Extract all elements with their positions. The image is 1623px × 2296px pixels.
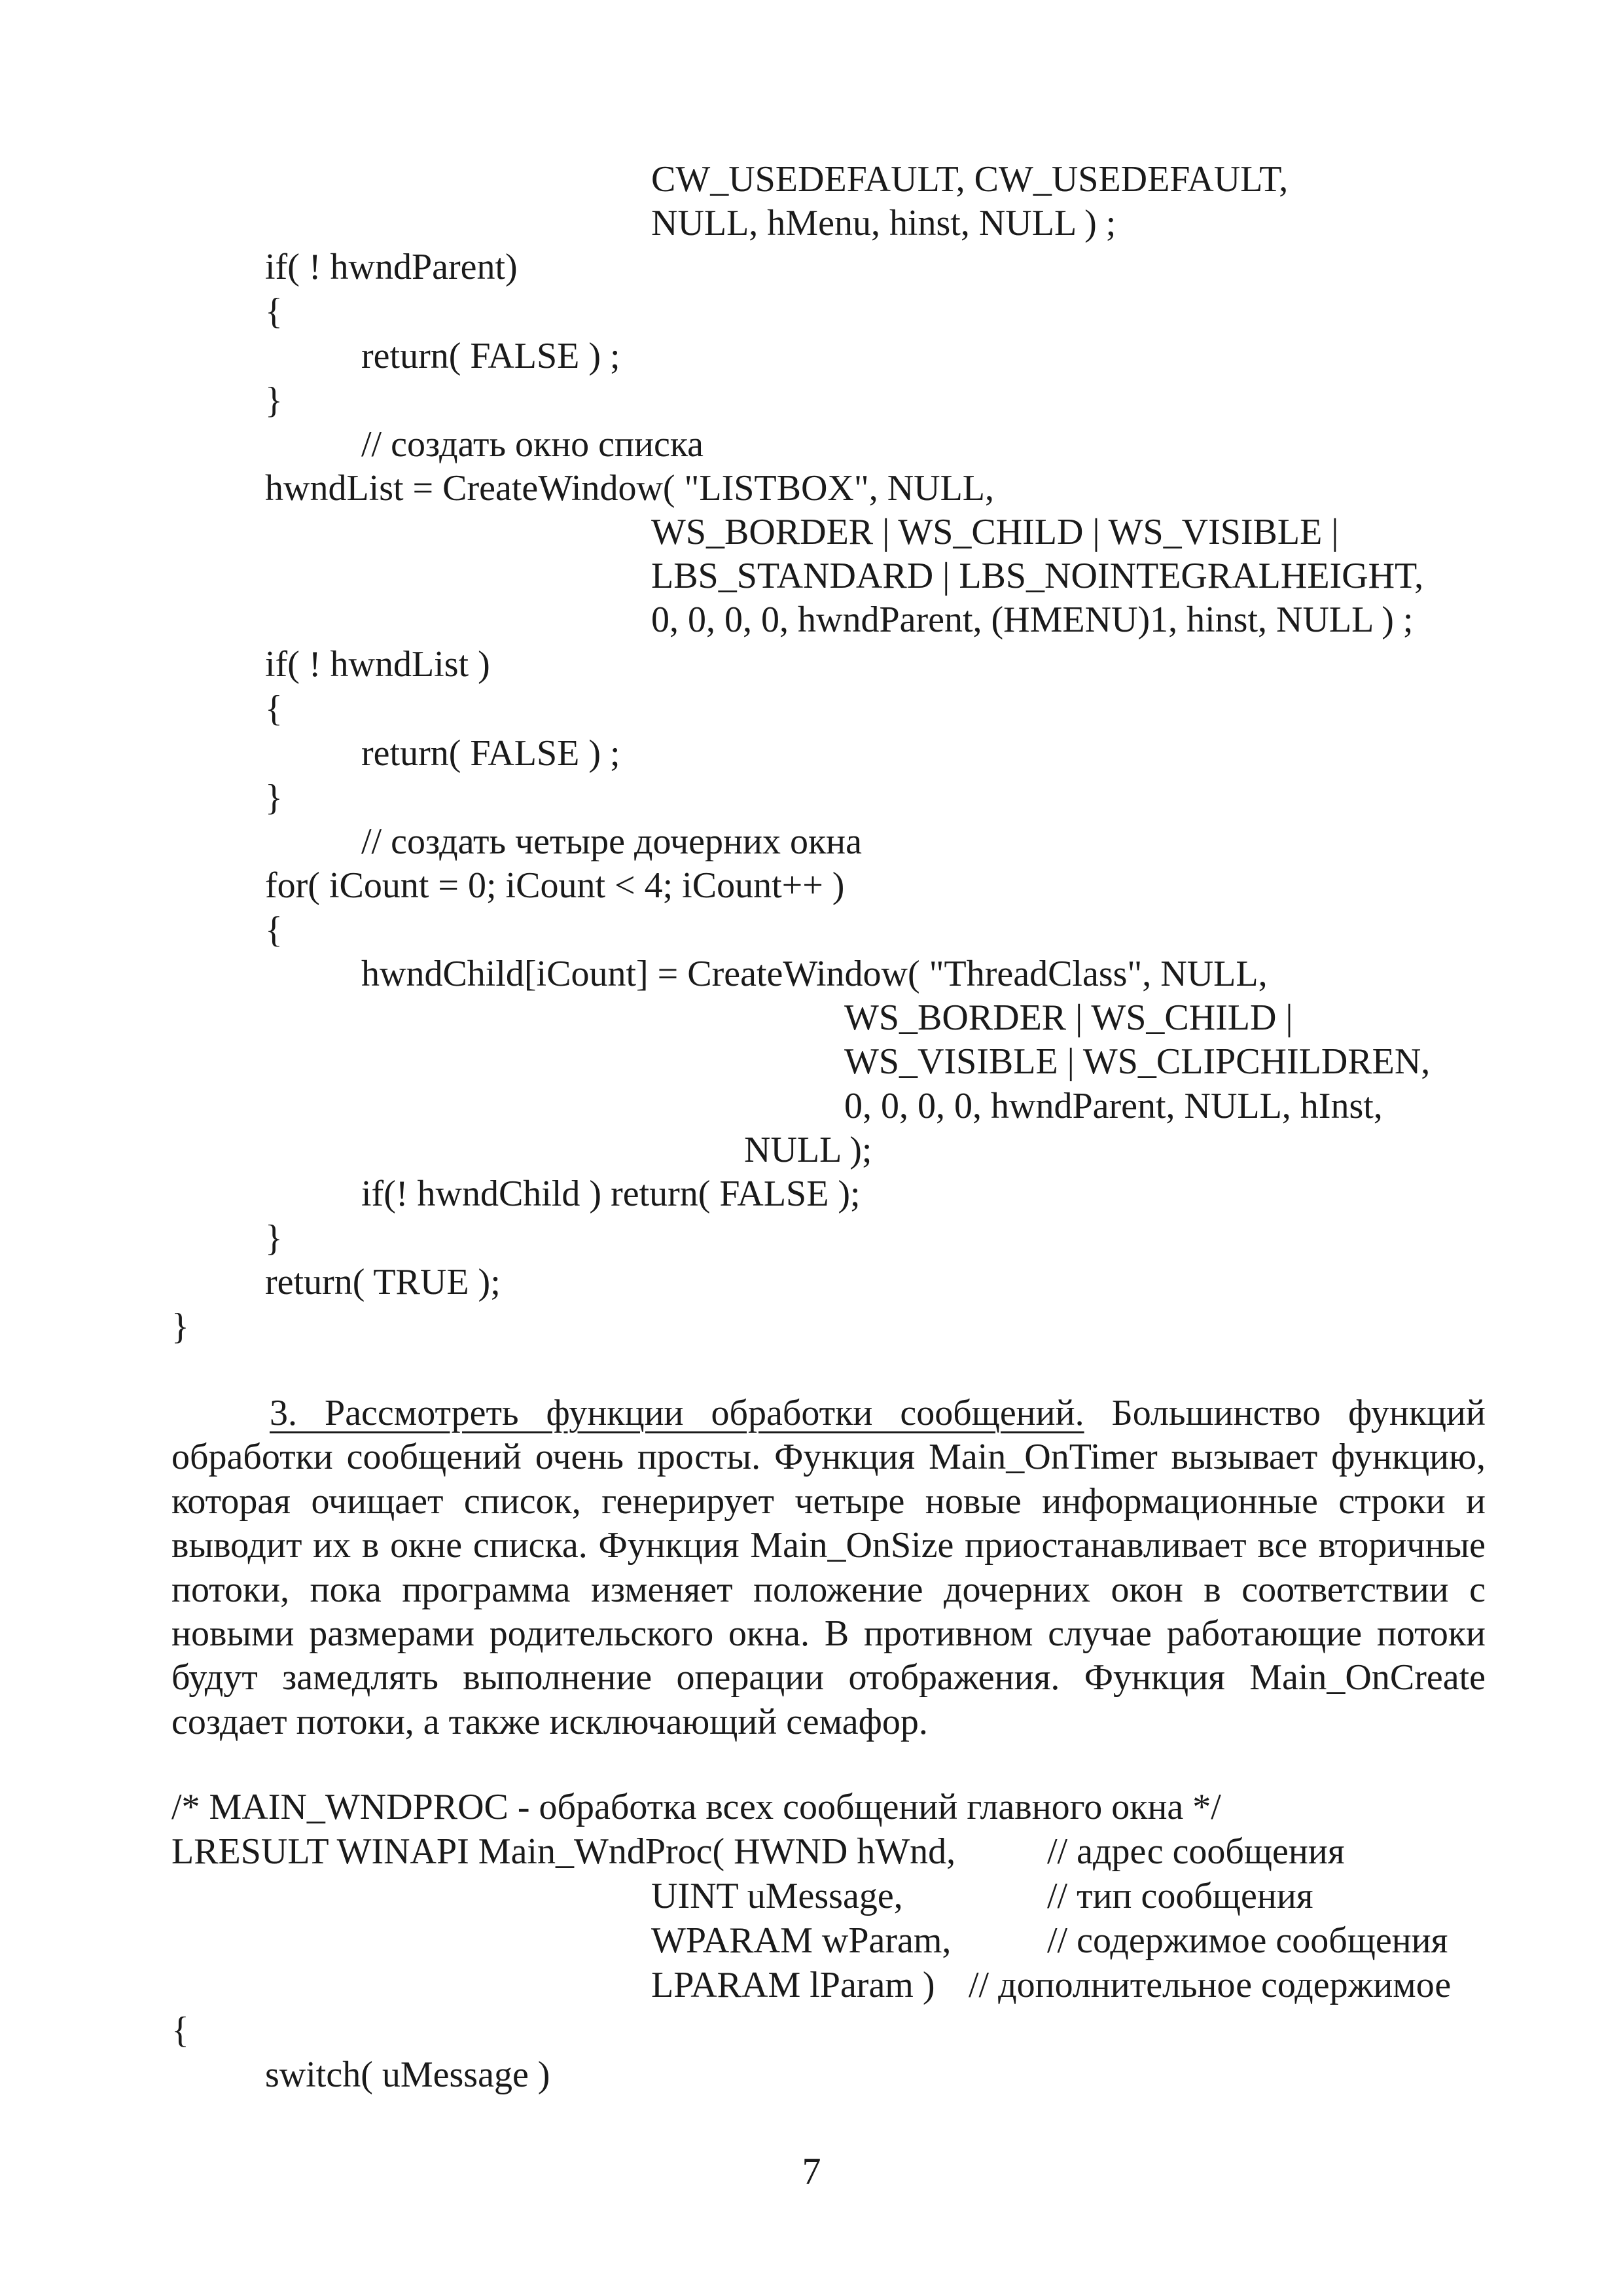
body-paragraph xyxy=(171,1391,1486,1744)
code-comment: // создать четыре дочерних окна xyxy=(361,821,862,862)
code-line: NULL, hMenu, hinst, NULL ) ; xyxy=(651,203,1116,243)
code-line: } xyxy=(171,1306,189,1347)
code-line: { xyxy=(265,689,283,729)
code-line: } xyxy=(265,778,283,818)
code-comment: // адрес сообщения xyxy=(1047,1831,1345,1872)
code-line: } xyxy=(265,380,283,421)
code-line: for( iCount = 0; iCount < 4; iCount++ ) xyxy=(265,865,845,906)
code-line: 0, 0, 0, 0, hwndParent, NULL, hInst, xyxy=(844,1086,1383,1126)
code-line: { xyxy=(171,2010,189,2051)
section-heading: 3. Рассмотреть функции обработки сообщений. xyxy=(270,1393,1084,1433)
code-line: { xyxy=(265,910,283,950)
code-line: NULL ); xyxy=(744,1130,872,1170)
code-line: WS_BORDER | WS_CHILD | xyxy=(844,997,1293,1038)
code-line: LBS_STANDARD | LBS_NOINTEGRALHEIGHT, xyxy=(651,556,1424,596)
code-line: return( FALSE ) ; xyxy=(361,336,620,376)
code-line: hwndList = CreateWindow( "LISTBOX", NULL, xyxy=(265,468,994,509)
code-comment: // создать окно списка xyxy=(361,424,704,465)
paragraph-text: Большинство функций обработки сообщений очень просты. Функция Main_OnTimer вызывает функцию, которая очищает список, генерирует четыре новые информационные строки и выводит их в окне списка. Функция Main_OnSize приостанавливает все вторичные потоки, пока программа изменяет положение дочерних окон в соответствии с новыми размерами родительского окна. В противном случае работающие потоки будут замедлять выполнение операции отображения. Функция Main_OnCreate создает потоки, а также исключающий семафор. xyxy=(171,1393,1486,1742)
code-line: 0, 0, 0, 0, hwndParent, (HMENU)1, hinst, NULL ) ; xyxy=(651,600,1414,640)
code-line: LPARAM lParam ) xyxy=(651,1965,935,2005)
code-line: CW_USEDEFAULT, CW_USEDEFAULT, xyxy=(651,159,1289,200)
code-line: WS_BORDER | WS_CHILD | WS_VISIBLE | xyxy=(651,512,1339,552)
code-line: switch( uMessage ) xyxy=(265,2054,550,2095)
code-comment: /* MAIN_WNDPROC - обработка всех сообщений главного окна */ xyxy=(171,1787,1221,1827)
page-number: 7 xyxy=(802,2150,821,2193)
code-line: return( TRUE ); xyxy=(265,1262,501,1302)
code-line: if(! hwndChild ) return( FALSE ); xyxy=(361,1174,861,1214)
code-line: if( ! hwndParent) xyxy=(265,247,518,287)
code-line: } xyxy=(265,1218,283,1259)
code-line: WS_VISIBLE | WS_CLIPCHILDREN, xyxy=(844,1041,1431,1082)
code-line: { xyxy=(265,291,283,332)
code-comment: // дополнительное содержимое xyxy=(969,1965,1452,2005)
code-line: LRESULT WINAPI Main_WndProc( HWND hWnd, xyxy=(171,1831,956,1872)
code-comment: // тип сообщения xyxy=(1047,1876,1313,1916)
code-comment: // содержимое сообщения xyxy=(1047,1920,1448,1961)
code-line: return( FALSE ) ; xyxy=(361,733,620,774)
code-line: hwndChild[iCount] = CreateWindow( "ThreadClass", NULL, xyxy=(361,954,1268,994)
code-line: WPARAM wParam, xyxy=(651,1920,952,1961)
code-line: UINT uMessage, xyxy=(651,1876,903,1916)
code-line: if( ! hwndList ) xyxy=(265,644,490,685)
